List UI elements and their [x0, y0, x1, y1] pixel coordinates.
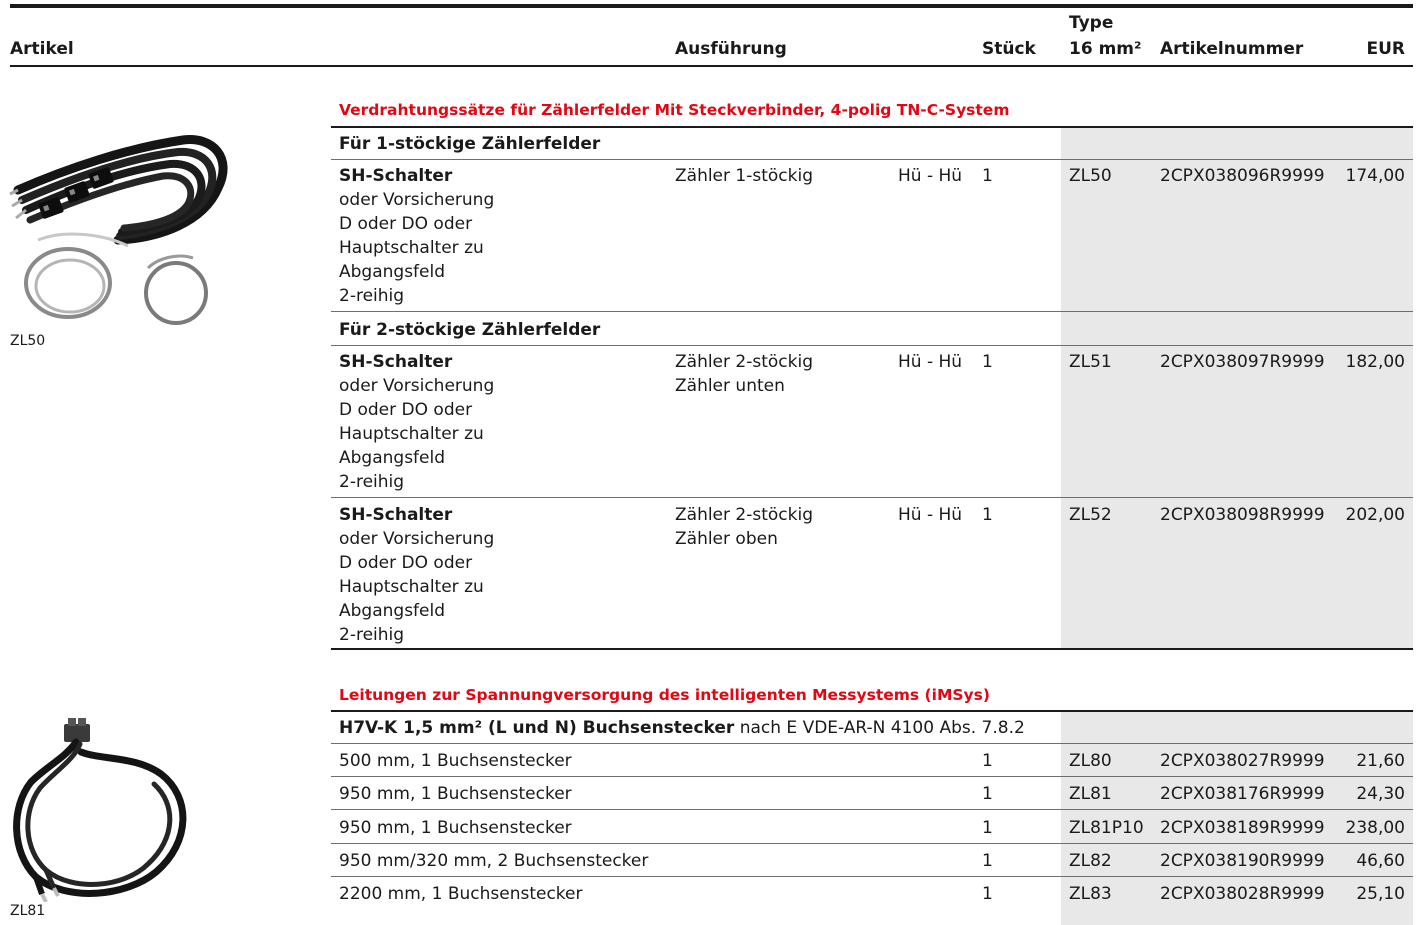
row-zl51-eur: 182,00 [1345, 352, 1405, 372]
section1-group2-title: Für 2-stöckige Zählerfelder [339, 320, 601, 340]
row-zl80-artikelnummer: 2CPX038027R9999 [1160, 751, 1325, 771]
row-zl52-ausfuehrung [675, 503, 813, 551]
row-zl52-ausfuehrung-line: Zähler oben [675, 529, 778, 549]
row-zl83-artikelnummer: 2CPX038028R9999 [1160, 884, 1325, 904]
row-zl52-artikel-bold: SH-Schalter [339, 505, 453, 525]
row-zl50-artikel-line: oder Vorsicherung [339, 190, 495, 210]
section2-top-rule [331, 710, 1413, 712]
row-zl51-ausfuehrung-line: Zähler 2-stöckig [675, 352, 813, 372]
section1-group2-rule [331, 345, 1413, 346]
header-artikel: Artikel [10, 39, 74, 59]
row-zl52-artikelnummer: 2CPX038098R9999 [1160, 505, 1325, 525]
row-zl81p10-artikelnummer: 2CPX038189R9999 [1160, 818, 1325, 838]
row-zl50-stueck: 1 [982, 166, 993, 186]
row-zl52-artikel-line: D oder DO oder [339, 553, 473, 573]
section1-group2-top-rule [331, 311, 1413, 312]
header-type-line2: 16 mm² [1069, 39, 1142, 59]
row-zl50-artikel-line: Hauptschalter zu [339, 238, 484, 258]
row-zl83-type: ZL83 [1069, 884, 1112, 904]
zl81-image-caption: ZL81 [10, 903, 46, 919]
row-zl52-ausfuehrung-line: Zähler 2-stöckig [675, 505, 813, 525]
row-zl81p10-stueck: 1 [982, 818, 993, 838]
zl81-product-image [6, 712, 206, 902]
section2-group-title-rest: nach E VDE-AR-N 4100 Abs. 7.8.2 [734, 718, 1025, 738]
row-zl82-artikelnummer: 2CPX038190R9999 [1160, 851, 1325, 871]
section2-group-title [339, 716, 1025, 740]
row-zl81-artikelnummer: 2CPX038176R9999 [1160, 784, 1325, 804]
row-zl52-stueck: 1 [982, 505, 993, 525]
row-zl80-type: ZL80 [1069, 751, 1112, 771]
header-ausfuehrung: Ausführung [675, 39, 787, 59]
row-zl52-anschluss: Hü - Hü [898, 505, 963, 525]
row-zl52-artikel-line: Hauptschalter zu [339, 577, 484, 597]
section1-bottom-rule [331, 648, 1413, 650]
row-zl51-artikel-bold: SH-Schalter [339, 352, 453, 372]
row-zl50-artikel-bold: SH-Schalter [339, 166, 453, 186]
row-zl83-stueck: 1 [982, 884, 993, 904]
section1-group1-title: Für 1-stöckige Zählerfelder [339, 134, 601, 154]
section2-title: Leitungen zur Spannungversorgung des intelligenten Messystems (iMSys) [339, 686, 990, 704]
row-zl82-type: ZL82 [1069, 851, 1112, 871]
row-zl52-top-rule [331, 497, 1413, 498]
row-zl82-eur: 46,60 [1356, 851, 1405, 871]
row-zl80-artikel: 500 mm, 1 Buchsenstecker [339, 751, 572, 771]
row-zl51-type: ZL51 [1069, 352, 1112, 372]
row-zl52-artikel-line: Abgangsfeld [339, 601, 446, 621]
row-zl81p10-type: ZL81P10 [1069, 818, 1144, 838]
row-zl80-stueck: 1 [982, 751, 993, 771]
zl50-image-caption: ZL50 [10, 333, 46, 349]
row-zl51-ausfuehrung-line: Zähler unten [675, 376, 785, 396]
row-zl82-stueck: 1 [982, 851, 993, 871]
zl81-cable-illustration [6, 712, 206, 902]
section1-title: Verdrahtungssätze für Zählerfelder Mit Steckverbinder, 4-polig TN-C-System [339, 101, 1010, 119]
row-zl51-artikelnummer: 2CPX038097R9999 [1160, 352, 1325, 372]
row-zl51-artikel-line: D oder DO oder [339, 400, 473, 420]
zl50-product-image [8, 128, 238, 328]
section2-group-rule [331, 743, 1413, 744]
row-zl83-artikel: 2200 mm, 1 Buchsenstecker [339, 884, 583, 904]
section1-type-shading [1061, 126, 1413, 648]
row-zl82-rule [331, 876, 1413, 877]
zl50-cable-set-illustration [8, 128, 238, 328]
row-zl51-stueck: 1 [982, 352, 993, 372]
row-zl81p10-rule [331, 843, 1413, 844]
row-zl83-eur: 25,10 [1356, 884, 1405, 904]
row-zl51-artikel [339, 350, 494, 494]
row-zl81-artikel: 950 mm, 1 Buchsenstecker [339, 784, 572, 804]
row-zl82-artikel: 950 mm/320 mm, 2 Buchsenstecker [339, 851, 649, 871]
section2-group-title-bold: H7V-K 1,5 mm² (L und N) Buchsenstecker [339, 718, 735, 738]
row-zl81-stueck: 1 [982, 784, 993, 804]
header-stueck: Stück [982, 39, 1036, 59]
row-zl81p10-artikel: 950 mm, 1 Buchsenstecker [339, 818, 572, 838]
header-type-line1: Type [1069, 13, 1114, 33]
row-zl51-artikel-line: Hauptschalter zu [339, 424, 484, 444]
section1-group1-rule [331, 159, 1413, 160]
row-zl51-artikel-line: Abgangsfeld [339, 448, 446, 468]
row-zl80-rule [331, 776, 1413, 777]
row-zl52-eur: 202,00 [1345, 505, 1405, 525]
row-zl50-eur: 174,00 [1345, 166, 1405, 186]
row-zl81p10-eur: 238,00 [1345, 818, 1405, 838]
row-zl80-eur: 21,60 [1356, 751, 1405, 771]
row-zl50-anschluss: Hü - Hü [898, 166, 963, 186]
section1-top-rule [331, 126, 1413, 128]
row-zl51-anschluss: Hü - Hü [898, 352, 963, 372]
row-zl81-eur: 24,30 [1356, 784, 1405, 804]
row-zl50-ausfuehrung: Zähler 1-stöckig [675, 166, 813, 186]
row-zl50-type: ZL50 [1069, 166, 1112, 186]
row-zl52-type: ZL52 [1069, 505, 1112, 525]
top-rule [10, 4, 1413, 8]
row-zl50-artikel-line: D oder DO oder [339, 214, 473, 234]
row-zl51-artikel-line: 2-reihig [339, 472, 405, 492]
row-zl81-type: ZL81 [1069, 784, 1112, 804]
header-rule [10, 65, 1413, 67]
row-zl50-artikel-line: 2-reihig [339, 286, 405, 306]
row-zl50-artikelnummer: 2CPX038096R9999 [1160, 166, 1325, 186]
row-zl51-artikel-line: oder Vorsicherung [339, 376, 495, 396]
row-zl52-artikel [339, 503, 494, 647]
row-zl50-artikel-line: Abgangsfeld [339, 262, 446, 282]
header-eur: EUR [1366, 39, 1405, 59]
row-zl50-artikel [339, 164, 494, 308]
row-zl51-ausfuehrung [675, 350, 813, 398]
header-artikelnummer: Artikelnummer [1160, 39, 1304, 59]
row-zl81-rule [331, 809, 1413, 810]
row-zl52-artikel-line: oder Vorsicherung [339, 529, 495, 549]
row-zl52-artikel-line: 2-reihig [339, 625, 405, 645]
